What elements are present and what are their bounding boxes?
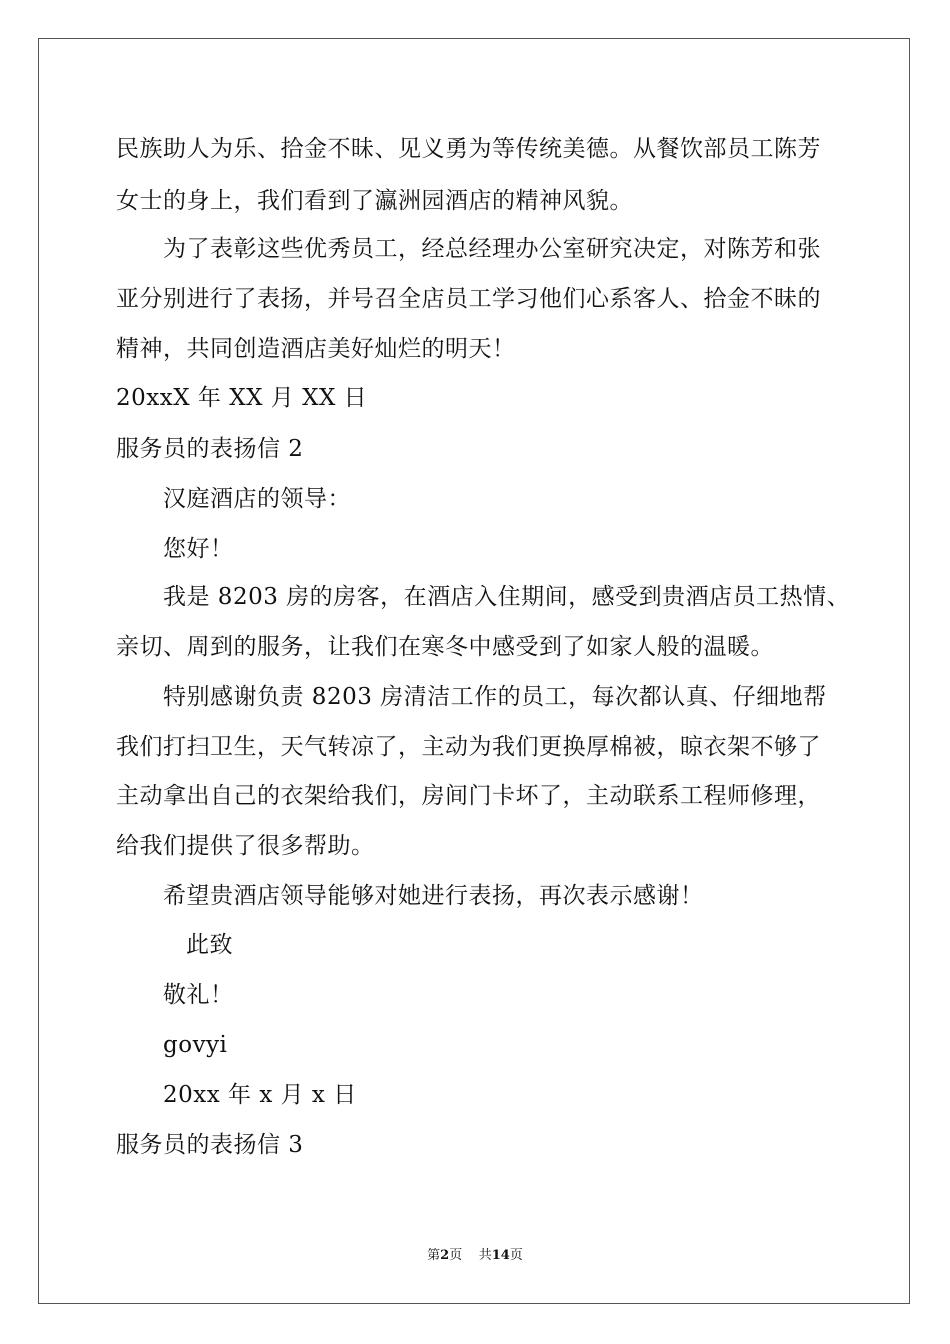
footer-total-pages: 14 bbox=[491, 1248, 510, 1263]
section-heading: 服务员的表扬信 3 bbox=[116, 1132, 304, 1158]
closing-line: 敬礼！ bbox=[163, 982, 234, 1008]
text-line: 特别感谢负责 8203 房清洁工作的员工，每次都认真、仔细地帮 bbox=[163, 684, 827, 710]
page-footer bbox=[0, 1247, 950, 1265]
text-line: 民族助人为乐、拾金不昧、见义勇为等传统美德。从餐饮部员工陈芳 bbox=[116, 136, 821, 162]
section-heading: 服务员的表扬信 2 bbox=[116, 436, 304, 462]
date-line: 20xx 年 x 月 x 日 bbox=[163, 1082, 357, 1108]
footer-page-number: 2 bbox=[440, 1248, 450, 1263]
footer-page-suffix: 页 bbox=[449, 1248, 463, 1263]
page-border bbox=[38, 38, 910, 1304]
text-line: 我们打扫卫生，天气转凉了，主动为我们更换厚棉被，晾衣架不够了 bbox=[116, 734, 821, 760]
text-line: 希望贵酒店领导能够对她进行表扬，再次表示感谢！ bbox=[163, 883, 704, 909]
text-line: 亚分别进行了表扬，并号召全店员工学习他们心系客人、拾金不昧的 bbox=[116, 286, 821, 312]
date-line: 20xxX 年 XX 月 XX 日 bbox=[116, 385, 368, 411]
text-line: 为了表彰这些优秀员工，经总经理办公室研究决定，对陈芳和张 bbox=[163, 236, 821, 262]
closing-line: 此致 bbox=[186, 932, 233, 958]
signature: govyi bbox=[163, 1032, 228, 1058]
text-line: 精神，共同创造酒店美好灿烂的明天！ bbox=[116, 336, 516, 362]
greeting: 您好！ bbox=[163, 536, 234, 562]
text-line: 女士的身上，我们看到了瀛洲园酒店的精神风貌。 bbox=[116, 188, 633, 214]
text-line: 亲切、周到的服务，让我们在寒冬中感受到了如家人般的温暖。 bbox=[116, 634, 774, 660]
footer-total-suffix: 页 bbox=[509, 1248, 523, 1263]
footer-total-prefix: 共 bbox=[478, 1248, 492, 1263]
text-line: 我是 8203 房的房客，在酒店入住期间，感受到贵酒店员工热情、 bbox=[163, 584, 851, 610]
salutation: 汉庭酒店的领导： bbox=[163, 486, 351, 512]
text-line: 给我们提供了很多帮助。 bbox=[116, 833, 375, 859]
text-line: 主动拿出自己的衣架给我们，房间门卡坏了，主动联系工程师修理， bbox=[116, 783, 821, 809]
footer-page-prefix: 第 bbox=[427, 1248, 441, 1263]
